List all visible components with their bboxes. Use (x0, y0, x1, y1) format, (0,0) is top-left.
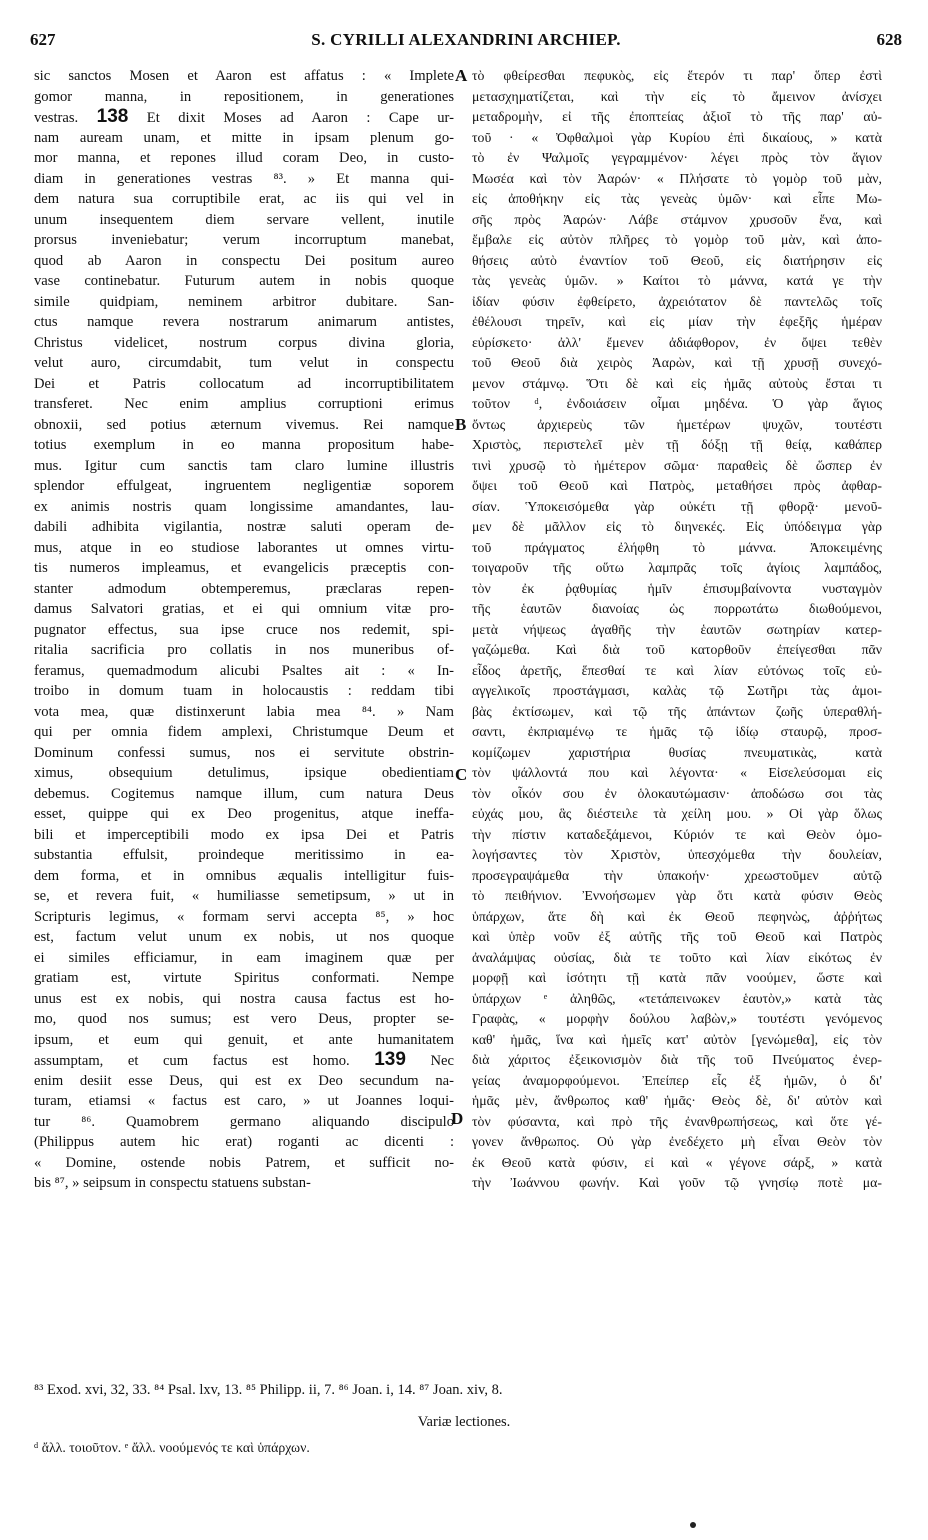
greek-line: τὸ πειθήνιον. Ἐννοήσωμεν γὰρ ὅτι κατὰ φύσιν Θεὸς (472, 888, 882, 903)
latin-line: mus, atque in eo studiose laborantes ut omnes virtu- (34, 539, 454, 556)
greek-line: τοῦτον ᵈ, ἐνδοιάσειν οἶμαι μηδένα. Ὁ γὰρ ἅγιος (472, 396, 882, 411)
greek-line: τοῦ · « Ὀφθαλμοὶ γὰρ Κυρίου ἐπὶ δικαίους, » κατὰ (472, 129, 882, 145)
greek-line: γαζώμεθα. Καὶ διὰ τοῦ κατορθοῦν ἐπείγεσθαι πᾶν (472, 642, 882, 657)
latin-line: ex animis nostris quam longissime amandantes, lau- (34, 498, 454, 515)
section-number-138: 138 (96, 107, 129, 127)
latin-line: ei similes efficiamur, in eam imaginem quæ per (34, 949, 454, 966)
latin-line-text: Nec (430, 1053, 454, 1069)
greek-line: τὸν ψάλλοντά που καὶ λέγοντα· « Εἰσελεύσομαι εἰς (472, 765, 882, 780)
latin-line-prefix: vestras. (34, 110, 79, 126)
greek-line: ὄντως ἀρχιερεὺς τῶν ἡμετέρων ψυχῶν, τουτέστι (472, 416, 882, 432)
greek-line: αγγελικοῖς προστάγμασι, καλὰς τῷ Σωτῆρι τὰς ἀμοι- (472, 683, 882, 698)
ink-dot (690, 1522, 696, 1528)
latin-column (34, 66, 454, 1194)
latin-line: ipsum, et eum qui genuit, et ante humanitatem (34, 1031, 454, 1048)
latin-line: Scripturis legimus, « formam servi accepta ⁸⁵, » hoc (34, 908, 454, 925)
variae-lectiones-heading: Variæ lectiones. (417, 1414, 511, 1430)
greek-line: κομίζωμεν χαριστήρια θυσίας πνευματικὰς, κατὰ (472, 744, 882, 760)
latin-line: gratiam est, virtute Spiritus conformati. Nempe (34, 970, 454, 986)
latin-line: gomor manna, in repositionem, in generationes (34, 88, 454, 105)
latin-line: tur ⁸⁶. Quamobrem germano aliquando discipulo (34, 1113, 454, 1130)
latin-line: est, factum velut unum ex nobis, ut nos quoque (34, 929, 454, 945)
latin-line: mor manna, et repones illud coram Deo, in custo- (34, 150, 454, 166)
greek-line: τοιγαροῦν τῆς οὕτω λαμπρᾶς τοῖς ἁγίοις λαμπάδος, (472, 560, 882, 575)
latin-line: totius exemplum in eo manna propositum habe- (34, 437, 454, 453)
greek-line: τὴν Ἰωάννου φωνήν. Καὶ γοῦν τῷ γνησίῳ ποτὲ μα- (472, 1175, 882, 1190)
greek-line: τὸν φύσαντα, καὶ πρὸ τῆς ἐνανθρωπήσεως, καὶ ὅτε γέ- (472, 1113, 882, 1129)
greek-line: ἐκ Θεοῦ κατὰ φύσιν, εἰ καὶ « γέγονε σάρξ, » κατὰ (472, 1154, 882, 1170)
greek-line: ὑπάρχων, ἅτε δὴ καὶ ἐκ Θεοῦ πεφηνὼς, ἀῤῥήτως (472, 908, 882, 924)
greek-line: εἰς ἀποθήκην εἰς τὰς γενεὰς ὑμῶν· καὶ εἶπε Μω- (472, 191, 882, 206)
latin-line: sic sanctos Mosen et Aaron est affatus : « Implete (34, 68, 454, 84)
latin-line: mo, quod nos sumus; est vero Deus, propter se- (34, 1011, 454, 1027)
latin-line: prorsus inveniebatur; verum incorruptum manebat, (34, 232, 454, 248)
latin-line: troibo in domum tuam in holocaustis : reddam tibi (34, 683, 454, 699)
greek-line: σαντι, ἐκπριαμένῳ τε ἡμᾶς τῷ ἰδίῳ σταυρῷ, προσ- (472, 724, 882, 739)
latin-line: dabili adhibita vigilantia, nostræ saluti operam de- (34, 519, 454, 535)
latin-line: velut auro, circumdabit, tum velut in conspectu (34, 355, 454, 371)
margin-letter-a: A (455, 66, 468, 85)
latin-line: unum insequentem diem servare vellent, inutile (34, 211, 454, 228)
greek-line: μεν δὲ μᾶλλον εἰς τὸ διηνεκές. Εἰς ὑπόδειγμα γὰρ (472, 519, 882, 534)
latin-line: Dei et Patris collocatum ad incorruptibilitatem (34, 375, 454, 392)
greek-line: προσεγραψάμεθα τὴν ὑπακοήν· χρεωστοῦμεν αὐτῷ (472, 867, 882, 883)
latin-line: dem forma, et in omnibus æqualis intelligitur fuis- (34, 867, 454, 884)
page-header (30, 30, 902, 56)
greek-line: μεταδρομὴν, εἰ τῆς ἐποπτείας ἀξιοῖ τὸ τῆς παρ' αὐ- (472, 109, 882, 124)
greek-line: ὄψει τοῦ Θεοῦ καὶ Πατρὸς, μεταθήσει πρὸς ἀφθαρ- (472, 478, 882, 493)
latin-line: quod ab Aaron in conspectu Dei positum aureo (34, 252, 454, 269)
greek-line: γονεν ἄνθρωπος. Οὐ γὰρ ἐνεδέχετο μὴ εἶναι Θεὸν τὸν (472, 1134, 882, 1149)
latin-line: ximus, obsequium detulimus, ipsique obedientiam (34, 765, 454, 781)
greek-line: εὐχάς μου, ἃς διέστειλε τὰ χείλη μου. » Οἱ γὰρ ὅλως (472, 806, 882, 821)
greek-line: εἶδος ἀρετῆς, ἕπεσθαί τε καὶ λίαν εὐτόνως τοῖς εὐ- (472, 662, 882, 678)
greek-line: λογήσαντες τὸν Χριστὸν, ὑπεσχόμεθα τὴν δουλείαν, (472, 847, 882, 862)
greek-line: βὰς ἐκτίσωμεν, καὶ τῷ τῆς ἁπάντων ζωῆς ὑπεραθλή- (472, 703, 882, 719)
greek-line: καθ' ἡμᾶς, ἵνα καὶ ἡμεῖς κατ' αὐτὸν [γενώμεθα], εἰς τὸν (472, 1031, 882, 1047)
greek-line: τινὶ χρυσῷ τὸ ἡμέτερον σῶμα· παραθεὶς δὲ ὥσπερ ἐν (472, 457, 882, 473)
latin-line: debemus. Cogitemus namque illum, cum natura Deus (34, 785, 454, 802)
greek-line: Μωσέα καὶ τὸν Ἀαρών· « Πλήσατε τὸ γομὸρ τοῦ μὰν, (472, 170, 882, 186)
latin-line: unus est ex nobis, qui nostra causa factus est ho- (34, 990, 454, 1007)
greek-line: σῆς πρὸς Ἀαρών· Λάβε στάμνον χρυσοῦν ἕνα, καὶ (472, 211, 882, 227)
latin-line: tis numeros impleamus, et evangelicis præceptis con- (34, 560, 454, 576)
latin-line: mus. Igitur cum sanctis tam claro lumine illustris (34, 457, 454, 474)
greek-line: μετὰ νήψεως ἀγαθῆς τὴν ἑαυτῶν σωτηρίαν κατερ- (472, 621, 882, 637)
latin-line: esset, quippe qui ex Deo progenitus, atque ineffa- (34, 806, 454, 822)
latin-line: pugnator effectus, sua ipse cruce nos redemit, spi- (34, 621, 454, 638)
margin-letter-b: B (455, 415, 467, 434)
greek-line: τὸ ἐν Ψαλμοῖς γεγραμμένον· λέγει πρὸς τὸν ἅγιον (472, 150, 882, 165)
latin-line: ctus namque revera nostrarum animarum antistes, (34, 314, 454, 330)
greek-line: ἀναλάμψας οὐσίας, διὰ τε τοῦτο καὶ λίαν εἰκότως ἐν (472, 949, 882, 965)
greek-line: ὑπάρχων ᵉ ἀληθῶς, «τετάπεινωκεν ἑαυτὸν,» κατὰ τὰς (472, 990, 882, 1006)
latin-line: diam in generationes vestras ⁸³. » Et manna qui- (34, 170, 454, 187)
page-number-right: 628 (876, 30, 902, 49)
greek-column (472, 66, 882, 1194)
latin-line: dem natura sua corruptibile erat, ac iis qui vel in (34, 191, 454, 207)
greek-line: ἐθέλουσι τηρεῖν, καὶ εἰς μίαν τὴν ἐφεξῆς ἡμέραν (472, 314, 882, 329)
latin-line (34, 1050, 454, 1071)
footnotes: ⁸³ Exod. xvi, 32, 33. ⁸⁴ Psal. lxv, 13. ⁸⁵ Philipp. ii, 7. ⁸⁶ Joan. i, 14. ⁸⁷ Joan. xiv, 8. (34, 1382, 503, 1398)
latin-line: transferet. Nec enim amplius corruptioni erimus (34, 396, 454, 412)
greek-line: τῆς ἑαυτῶν διανοίας ὡς πορρωτάτω διωθούμενοι, (472, 601, 882, 616)
latin-line: bili et imperceptibili modo ex ipsa Dei et Patris (34, 826, 454, 843)
greek-line: μετασχηματίζεται, καὶ τὴν εἰς τὸ ἄμεινον ἀνίσχει (472, 88, 882, 104)
greek-line: θήσεις αὐτὸ ἐναντίον τοῦ Θεοῦ, εἰς διατήρησιν εἰς (472, 252, 882, 268)
greek-line: Χριστὸς, περιστελεῖ μὲν τῇ δόξῃ τῇ θείᾳ, καθάπερ (472, 437, 882, 452)
latin-line: stanter admodum obtemperemus, præclaras repen- (34, 580, 454, 597)
latin-line: nam auream unam, et mitte in ipsam plenum go- (34, 129, 454, 146)
latin-line-text: assumptam, et cum factus est homo. (34, 1053, 350, 1069)
greek-line: τὰς γενεὰς ὑμῶν. » Καίτοι τὸ μάννα, κατά γε τὴν (472, 273, 882, 288)
greek-line: τοῦ Θεοῦ διὰ χειρὸς Ἀαρὼν, καὶ τῇ χρυσῇ συνεχό- (472, 355, 882, 370)
greek-line: καὶ ὑπὲρ νοῦν ἐξ αὐτῆς τῆς τοῦ Θεοῦ καὶ Πατρὸς (472, 929, 882, 944)
greek-line: μενον στάμνῳ. Ὅτι δὲ καὶ εἰς ἡμᾶς αὐτοὺς ἔσται τι (472, 375, 882, 391)
greek-line: διὰ χάριτος ἐξεικονισμὸν διὰ τῆς τοῦ Πνεύματος ἐνερ- (472, 1052, 882, 1067)
latin-line: simile quidpiam, neminem arbitror dubitare. San- (34, 293, 454, 310)
latin-line: se, et revera fuit, « humiliasse semetipsum, » ut in (34, 888, 454, 904)
running-title: S. CYRILLI ALEXANDRINI ARCHIEP. (311, 30, 621, 49)
latin-line (34, 107, 454, 128)
greek-line: ἔμβαλε εἰς αὐτὸν πλῆρες τὸ γομὸρ τοῦ μὰν, καὶ ἀπο- (472, 232, 882, 247)
margin-letter-c: C (455, 765, 468, 784)
greek-line: σίαν. Ὑποκεισόμεθα γὰρ οὐκέτι τῇ φθορᾷ· μενοῦ- (472, 498, 882, 514)
latin-line: bis ⁸⁷, » seipsum in conspectu statuens substan- (34, 1175, 311, 1191)
greek-line: ἰδίαν φύσιν ἐφθείρετο, ἀχρειότατον δὲ παντελῶς τοῖς (472, 293, 882, 309)
margin-letter-d: D (451, 1109, 464, 1128)
greek-line: γείας ἀναμορφούμενοι. Ἐπείπερ εἷς ἐξ ἡμῶν, ὁ δι' (472, 1072, 882, 1088)
latin-line: splendor effulgeat, ingruentem negligentiæ soporem (34, 478, 454, 494)
latin-line: (Philippus autem hic erat) roganti ac dicenti : (34, 1134, 454, 1150)
page-number-left: 627 (30, 30, 56, 49)
greek-line: μορφῇ καὶ ἰσότητι τῇ κατὰ πᾶν νοούμεν, ὥστε καὶ (472, 970, 882, 985)
latin-line: qui per omnia fidem amplexi, Christumque Deum et (34, 724, 454, 740)
latin-line: « Domine, ostende nobis Patrem, et sufficit no- (34, 1154, 454, 1171)
greek-line: τὸν οἶκόν σου ἐν ὁλοκαυτώμασιν· ἀποδώσω σοι τὰς (472, 785, 882, 801)
latin-line: vase continebatur. Futurum autem in nobis quoque (34, 273, 454, 289)
latin-line: turam, etiamsi « factus est caro, » ut Joannes loqui- (34, 1093, 454, 1109)
latin-line: enim desiit esse Deus, qui est ex Deo secundum na- (34, 1072, 454, 1089)
greek-line: Γραφὰς, « μορφὴν δούλου λαβὼν,» τουτέστι γενόμενος (472, 1011, 882, 1026)
latin-line: ritalia sacrificia pro collatis in nos muneribus of- (34, 642, 454, 658)
latin-line: substantia effulsit, proindeque meritissimo in ea- (34, 847, 454, 863)
greek-line: εὑρίσκετο· ἀλλ' ἔμενεν ἀδιάφθορον, ἐν ὄψει τεθὲν (472, 334, 882, 350)
greek-line: τοῦ πράγματος ἐλήφθη τὸ μάννα. Ἀποκειμένης (472, 539, 882, 555)
latin-line: Christus videlicet, nostrum corpus divina gloria, (34, 334, 454, 351)
latin-line: vota mea, quæ distinxerunt labia mea ⁸⁴. » Nam (34, 703, 454, 720)
greek-line: τὸ φθείρεσθαι πεφυκὸς, εἰς ἕτερόν τι παρ' ὅπερ ἐστὶ (472, 68, 882, 83)
latin-line: obnoxii, sed potius æternum vivemus. Rei namque (34, 416, 454, 433)
greek-line: ἡμᾶς μὲν, ἄνθρωπος καθ' ἡμᾶς· Θεὸς δὲ, δι' αὐτὸν καὶ (472, 1093, 882, 1108)
greek-line: τὴν πίστιν καταδεξάμενοι, Κύριόν τε καὶ Θεὸν ὁμο- (472, 826, 882, 842)
latin-line-text: Et dixit Moses ad Aaron : Cape ur- (146, 110, 454, 126)
latin-line: damus Salvatori gratias, et ei qui omnium vitæ pro- (34, 601, 454, 617)
variae-lectiones: ᵈ ἄλλ. τοιοῦτον. ᵉ ἄλλ. νοούμενός τε καὶ ὑπάρχων. (34, 1440, 310, 1455)
greek-line: τὸν ἐκ ῥᾳθυμίας ἡμῖν ἐπισυμβαίνοντα νυσταγμὸν (472, 580, 882, 596)
section-number-139: 139 (374, 1050, 406, 1070)
latin-line: feramus, quemadmodum alicubi Psaltes ait : « In- (34, 662, 454, 679)
latin-line: Dominum confessi sumus, nos ei servitute obstrin- (34, 744, 454, 761)
